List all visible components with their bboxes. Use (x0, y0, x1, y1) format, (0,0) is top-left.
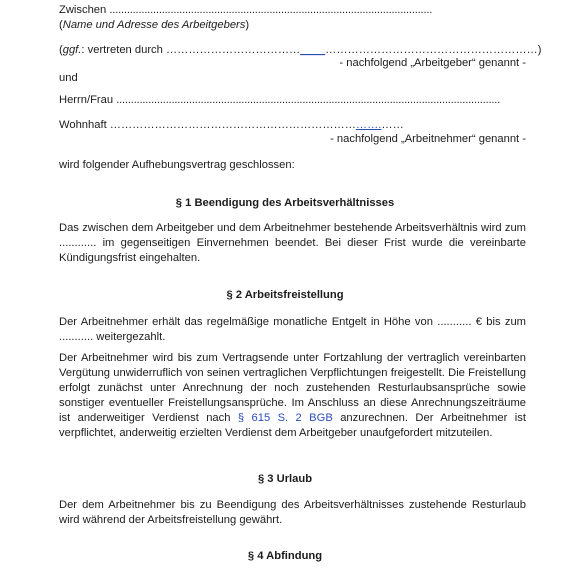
wohnhaft-dots: ………………………………………………………… (109, 119, 356, 131)
vertreten-text: : vertreten durch ……………………………… (81, 44, 301, 56)
section-4-title: § 4 Abfindung (247, 550, 323, 562)
arbeitgeber-label: - nachfolgend „Arbeitgeber“ genannt - (339, 57, 526, 69)
wohnhaft-label: Wohnhaft (59, 119, 107, 131)
zwischen-line (59, 3, 432, 18)
zwischen-dots: ............................................................................................................... (109, 4, 433, 16)
wohnhaft-end: …… (381, 119, 404, 131)
und-text: und (59, 72, 78, 84)
vertreten-prefix: ggf. (62, 44, 82, 56)
section-2-paragraph-2-tail: anzurechnen. Der Arbeitnehmer ist verpflichtet, anderweitig erzielten Verdienst dem Arbeitgeber unaufgefordert mitzuteilen. (59, 412, 526, 439)
arbeitgeber-note-line: (Name und Adresse des Arbeitgebers) (59, 19, 250, 31)
herr-frau-line (59, 93, 500, 108)
section-2-paragraph-1: Der Arbeitnehmer erhält das regelmäßige monatliche Entgelt in Höhe von ........... € bis zum ........... weitergezahlt. (59, 316, 526, 343)
herr-frau-label: Herrn/Frau (59, 94, 114, 106)
section-3-paragraph: Der dem Arbeitnehmer bis zu Beendigung des Arbeitsverhältnisses zustehende Resturlaub wird während der Arbeitsfreistellung gewährt. (59, 499, 526, 526)
zwischen-label: Zwischen (59, 4, 107, 16)
arbeitgeber-note: Name und Adresse des Arbeitgebers (62, 19, 246, 31)
vertreten-dots: …………………………………………………) (325, 44, 542, 56)
section-3-title: § 3 Urlaub (257, 473, 313, 485)
wohnhaft-link[interactable]: ……. (355, 119, 382, 131)
section-1-title: § 1 Beendigung des Arbeitsverhältnisses (175, 197, 395, 209)
vertreten-link[interactable]: ____ (300, 44, 326, 56)
vertreten-line: (ggf.: vertreten durch ………………………………____…………………………………………………) (59, 44, 542, 56)
herr-frau-dots: .................................................................................................................................... (116, 94, 501, 106)
section-2-paragraph-2 (59, 351, 526, 441)
section-2-paragraph-2-text: Der Arbeitnehmer wird bis zum Vertragsende unter Fortzahlung der vertraglich vereinbarten Vergütung unwiderruflich von seinen vertraglichen Verpflichtungen freigestellt. Die Freistellung erfolgt zunächst unter Anrechnung der noch zustehenden Resturlaubsansprüche sowie sonstiger eventueller Freistellungsansprüche. Im Anschluss an diese Anrechnungszeiträume ist anderweitiger Verdienst nach (59, 352, 526, 424)
section-1-paragraph: Das zwischen dem Arbeitgeber und dem Arbeitnehmer bestehende Arbeitsverhältnis wird zum ............ im gegenseitigen Einvernehmen beendet. Bei dieser Frist wurde die vereinbarte Kündigungsfrist eingehalten. (59, 222, 526, 264)
wohnhaft-line (59, 118, 404, 133)
intro-text: wird folgender Aufhebungsvertrag geschlossen: (59, 159, 295, 171)
arbeitnehmer-label: - nachfolgend „Arbeitnehmer“ genannt - (330, 133, 526, 145)
section-2-title: § 2 Arbeitsfreistellung (226, 289, 344, 301)
bgb-link[interactable]: § 615 S. 2 BGB (237, 412, 333, 424)
